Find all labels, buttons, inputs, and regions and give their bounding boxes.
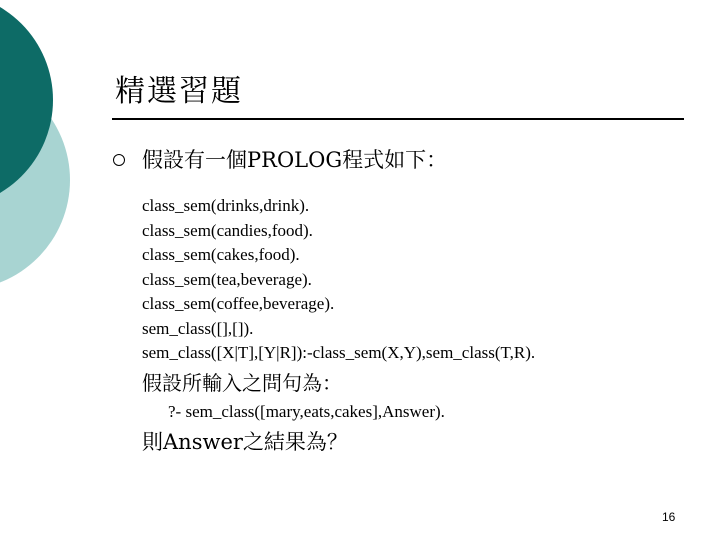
- code-line: class_sem(drinks,drink).: [142, 196, 310, 215]
- slide-title: 精選習題: [115, 74, 243, 109]
- query-text: ?- sem_class([mary,eats,cakes],Answer).: [168, 402, 445, 421]
- bullet-icon: [113, 154, 125, 166]
- code-line: sem_class([],[]).: [142, 318, 254, 338]
- code-line: class_sem(candies,food).: [142, 220, 313, 240]
- code-line: class_sem(coffee,beverage).: [142, 294, 335, 313]
- page-number: 16: [662, 510, 676, 524]
- question-text: 假設有一個PROLOG程式如下：: [142, 148, 448, 172]
- title-divider: [112, 118, 684, 120]
- prolog-code-block: [142, 194, 535, 366]
- query-label: 假設所輸入之問句為：: [142, 371, 342, 395]
- decorative-circles: [0, 0, 120, 300]
- code-line: class_sem(tea,beverage).: [142, 269, 312, 289]
- code-line: sem_class([X|T],[Y|R]):-class_sem(X,Y),sem_class(T,R).: [142, 343, 536, 362]
- code-line: class_sem(cakes,food).: [142, 245, 300, 264]
- answer-question: 則Answer之結果為？: [142, 430, 348, 454]
